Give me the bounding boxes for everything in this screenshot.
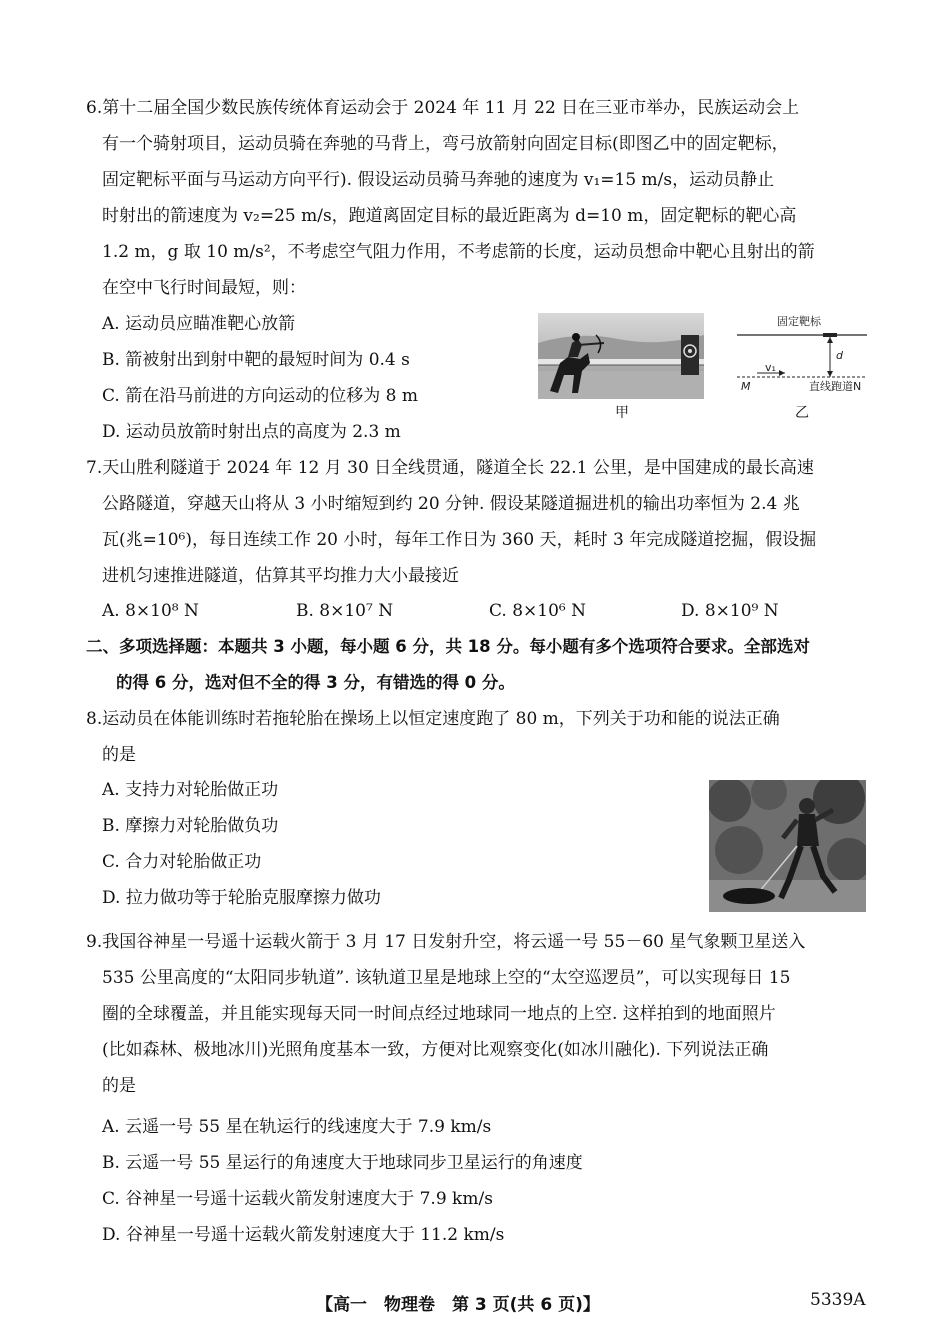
paper-code: 5339A [810,1290,866,1310]
page-footer: 【高一 物理卷 第 3 页(共 6 页)】 [316,1295,600,1315]
q6-option-b: B. 箭被射出到射中靶的最短时间为 0.4 s [102,350,410,370]
q9-line-1: 9.我国谷神星一号遥十运载火箭于 3 月 17 日发射升空，将云遥一号 55－60 星气象颗卫星送入 [86,932,806,952]
q9-line-5: 的是 [102,1076,136,1096]
q7-option-a: A. 8×10⁸ N [102,601,199,621]
q6-option-d: D. 运动员放箭时射出点的高度为 2.3 m [102,422,401,442]
q6-option-a: A. 运动员应瞄准靶心放箭 [102,314,296,334]
q8-option-b: B. 摩擦力对轮胎做负功 [102,816,279,836]
q8-option-a: A. 支持力对轮胎做正功 [102,780,279,800]
section2-heading: 二、多项选择题：本题共 3 小题，每小题 6 分，共 18 分。每小题有多个选项符合要求。全部选对 [86,637,810,656]
horse-archer-photo [538,313,704,399]
diagram-m-label: M [741,380,751,393]
q9-option-c: C. 谷神星一号遥十运载火箭发射速度大于 7.9 km/s [102,1189,493,1209]
diagram-d-label: d [836,349,843,362]
q7-line-2: 公路隧道，穿越天山将从 3 小时缩短到约 20 分钟. 假设某隧道掘进机的输出功率恒为 2.4 兆 [102,494,800,514]
q8-option-c: C. 合力对轮胎做正功 [102,852,262,872]
diagram-track-label: 直线跑道N [809,380,862,393]
diagram-v1-label: v₁ [765,361,776,374]
q7-line-1: 7.天山胜利隧道于 2024 年 12 月 30 日全线贯通，隧道全长 22.1 公里，是中国建成的最长高速 [86,458,814,478]
q9-line-4: (比如森林、极地冰川)光照角度基本一致，方便对比观察变化(如冰川融化). 下列说法正确 [102,1040,769,1060]
q9-option-d: D. 谷神星一号遥十运载火箭发射速度大于 11.2 km/s [102,1225,505,1245]
q8-line-2: 的是 [102,745,136,765]
track-target-diagram [735,313,870,403]
q8-option-d: D. 拉力做功等于轮胎克服摩擦力做功 [102,888,381,908]
section2-note: 的得 6 分，选对但不全的得 3 分，有错选的得 0 分。 [116,673,515,692]
q7-option-c: C. 8×10⁶ N [489,601,586,621]
q6-option-c: C. 箭在沿马前进的方向运动的位移为 8 m [102,386,418,406]
q9-option-a: A. 云遥一号 55 星在轨运行的线速度大于 7.9 km/s [102,1117,492,1137]
q7-option-d: D. 8×10⁹ N [681,601,779,621]
q6-line-4: 时射出的箭速度为 v₂=25 m/s，跑道离固定目标的最近距离为 d=10 m，固定靶标的靶心高 [102,206,797,226]
tire-training-photo [709,780,866,912]
q8-line-1: 8.运动员在体能训练时若拖轮胎在操场上以恒定速度跑了 80 m，下列关于功和能的说法正确 [86,709,780,729]
diagram-target-label: 固定靶标 [777,315,821,328]
q9-line-3: 圈的全球覆盖，并且能实现每天同一时间点经过地球同一地点的上空. 这样拍到的地面照片 [102,1004,776,1024]
q6-line-3: 固定靶标平面与马运动方向平行). 假设运动员骑马奔驰的速度为 v₁=15 m/s，运动员静止 [102,170,775,190]
q7-option-b: B. 8×10⁷ N [296,601,394,621]
q7-line-3: 瓦(兆=10⁶)，每日连续工作 20 小时，每年工作日为 360 天，耗时 3 年完成隧道挖掘，假设掘 [102,530,817,550]
figure-yi-caption: 乙 [795,405,809,421]
figure-jia-caption: 甲 [615,405,629,421]
q6-line-5: 1.2 m，g 取 10 m/s²，不考虑空气阻力作用，不考虑箭的长度，运动员想命中靶心且射出的箭 [102,242,815,262]
q9-option-b: B. 云遥一号 55 星运行的角速度大于地球同步卫星运行的角速度 [102,1153,583,1173]
q6-line-1: 6.第十二届全国少数民族传统体育运动会于 2024 年 11 月 22 日在三亚市举办，民族运动会上 [86,98,800,118]
q6-line-6: 在空中飞行时间最短，则： [102,278,306,298]
target-marker-icon [823,333,837,337]
q7-line-4: 进机匀速推进隧道，估算其平均推力大小最接近 [102,566,459,586]
q9-line-2: 535 公里高度的“太阳同步轨道”. 该轨道卫星是地球上空的“太空巡逻员”，可以实现每日 15 [102,968,791,988]
q6-line-2: 有一个骑射项目，运动员骑在奔驰的马背上，弯弓放箭射向固定目标(即图乙中的固定靶标， [102,134,789,154]
